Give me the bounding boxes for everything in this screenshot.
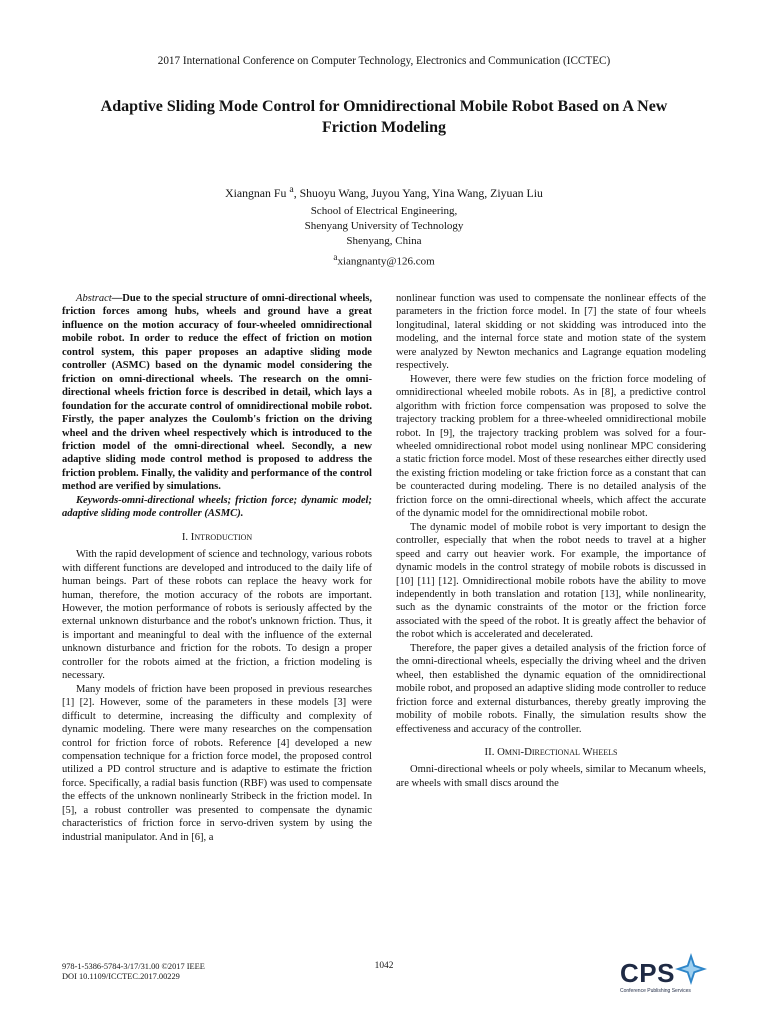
abstract [62,292,372,494]
email-superscript: a [333,251,338,262]
cps-logo-text: CPS [620,958,675,988]
section-heading-introduction: I. Introduction [181,530,253,543]
intro-paragraph-5: Therefore, the paper gives a detailed analysis of the friction force of the omni-directional wheels, especially the driving wheel and the driven wheel, then established the dynamic equation of the omnidirectional mobile robot, and proposed an adaptive sliding mode controller to reduce friction force and external disturbances, thereby greatly improving the mobility of mobile robots. Finally, the simulation results show the effectiveness and accuracy of the controller. [396,642,706,735]
title-line-2: Friction Modeling [322,119,446,136]
other-authors: , Shuoyu Wang, Juyou Yang, Yina Wang, Ziyuan Liu [293,185,543,200]
intro-paragraph-3: However, there were few studies on the friction force modeling of omnidirectional wheeled mobile robots. As in [8], a predictive control algorithm with friction force compensation was proposed to solve the trajectory tracking problem for a three-wheeled omnidirectional mobile robot. In [9], the trajectory tracking problem was solved for a four-wheeled omnidirectional robot model using nonlinear MPC considering a static friction force model. Most of these researches either directly used the existing friction modeling or take friction force as a constant that can be counteracted during modeling. There is no detailed analysis of the friction force on the omni-directional wheels, which affect the accurate of the dynamic model for the omnidirectional mobile robot. [396,373,706,520]
cps-logo [620,950,710,998]
left-column [62,292,372,844]
intro-paragraph-4: The dynamic model of mobile robot is very important to design the controller, especially that when the robot needs to travel at a higher speed and carry out heavier work. For example, the importance of dynamic models in the control strategy of mobile robots is discussed in [10] [11] [12]. Omnidirectional mobile robots have the ability to move independently in both translation and rotation [13], while nonlinearity, such as the dynamic constraints of the motor or the friction force associated with the speed of the robot. It is greatly affect the behavior of the robot which is accelerated and decelerated. [396,521,706,641]
intro-paragraph-2-continued: nonlinear function was used to compensate the nonlinear effects of the parameters in the friction force model. In [7] the state of four wheels longitudinal, lateral skidding or not skidding was introduced into the modeling, and the internal force state and motion state of the system were analyzed by Newton mechanics and Lagrange equation modeling respectively. [396,293,706,372]
footer-doi: DOI 10.1109/ICCTEC.2017.00229 [62,972,180,981]
section-heading-omni-wheels: II. Omni-Directional Wheels [484,745,618,758]
authors-line [0,184,768,201]
omni-wheels-paragraph-1: Omni-directional wheels or poly wheels, similar to Mecanum wheels, are wheels with small discs around the [396,764,706,789]
affiliation-university: Shenyang University of Technology [304,220,464,233]
affiliation-email [0,250,768,270]
intro-paragraph-2: Many models of friction have been proposed in previous researches [1] [2]. However, some of the parameters in these models [3] were difficult to determine, increasing the difficulty and complexity of dynamic modeling. There were many researches on the compensation control for friction force of robots. Reference [4] developed a new compensation technique for a friction force model, the proposed control utilized a PD control structure and is adaptive to estimate the friction force. Specifically, a radial basis function (RBF) was used to compensate the effects of the unknown nonlinearly Stribeck in the friction model. In [5], a robust controller was presented to compensate the dynamic characteristics of friction force in servo-driven system by using the industrial manipulator. And in [6], a [62,683,372,843]
page-number: 1042 [374,961,394,971]
author-superscript: a [289,184,294,195]
paper-title [40,96,728,138]
affiliation-city: Shenyang, China [346,235,422,248]
title-line-1: Adaptive Sliding Mode Control for Omnidirectional Mobile Robot Based on A New [100,98,668,115]
first-author: Xiangnan Fu [225,185,290,200]
right-column [396,292,706,790]
conference-header: 2017 International Conference on Computer Technology, Electronics and Communication (ICCTEC) [157,55,611,67]
email-address: xiangnanty@126.com [337,255,435,268]
affiliation-school: School of Electrical Engineering, [310,205,458,217]
cps-star-icon [674,952,708,986]
abstract-text: Due to the special structure of omni-directional wheels, friction forces among hubs, wheels and ground have a great influence on the motion accuracy of four-wheeled omnidirectional mobile robot. In order to reduce the effect of friction on motion control system, this paper proposes an adaptive sliding mode controller (ASMC) based on the dynamic model considering the friction on omni-directional wheels. The research on the omni-directional wheels friction force is described in detail, which lays a foundation for the accurate control of omnidirectional mobile robot. Firstly, the paper analyzes the Coulomb's friction on the driving wheel and the driven wheel respectively which is introduced to the friction model of the omni-directional wheel. Secondly, a new adaptive sliding mode control method is proposed to address the friction problem. Finally, the validity and performance of the control method are verified by simulations. [62,293,372,493]
abstract-dash: — [111,293,123,304]
abstract-label: Abstract [76,293,112,304]
keywords: Keywords-omni-directional wheels; friction force; dynamic model; adaptive sliding mode controller (ASMC). [62,494,372,520]
cps-logo-subtitle: Conference Publishing Services [620,988,691,994]
affiliation [0,204,768,269]
footer-isbn: 978-1-5386-5784-3/17/31.00 ©2017 IEEE [62,962,205,971]
intro-paragraph-1: With the rapid development of science and technology, various robots with different functions are developed and introduced to the daily life of human beings. Part of these robots can replace the heavy work for human, therefore, the motion accuracy of the robots are important. However, the motion performance of robots is seriously affected by the external unknown disturbance and the robot's unknown friction. Thus, it is important and meaningful to deal with the influence of the external unknown disturbance and friction for the robots. To design a proper controller for the robots aimed at the friction, a friction modeling is necessary. [62,549,372,682]
